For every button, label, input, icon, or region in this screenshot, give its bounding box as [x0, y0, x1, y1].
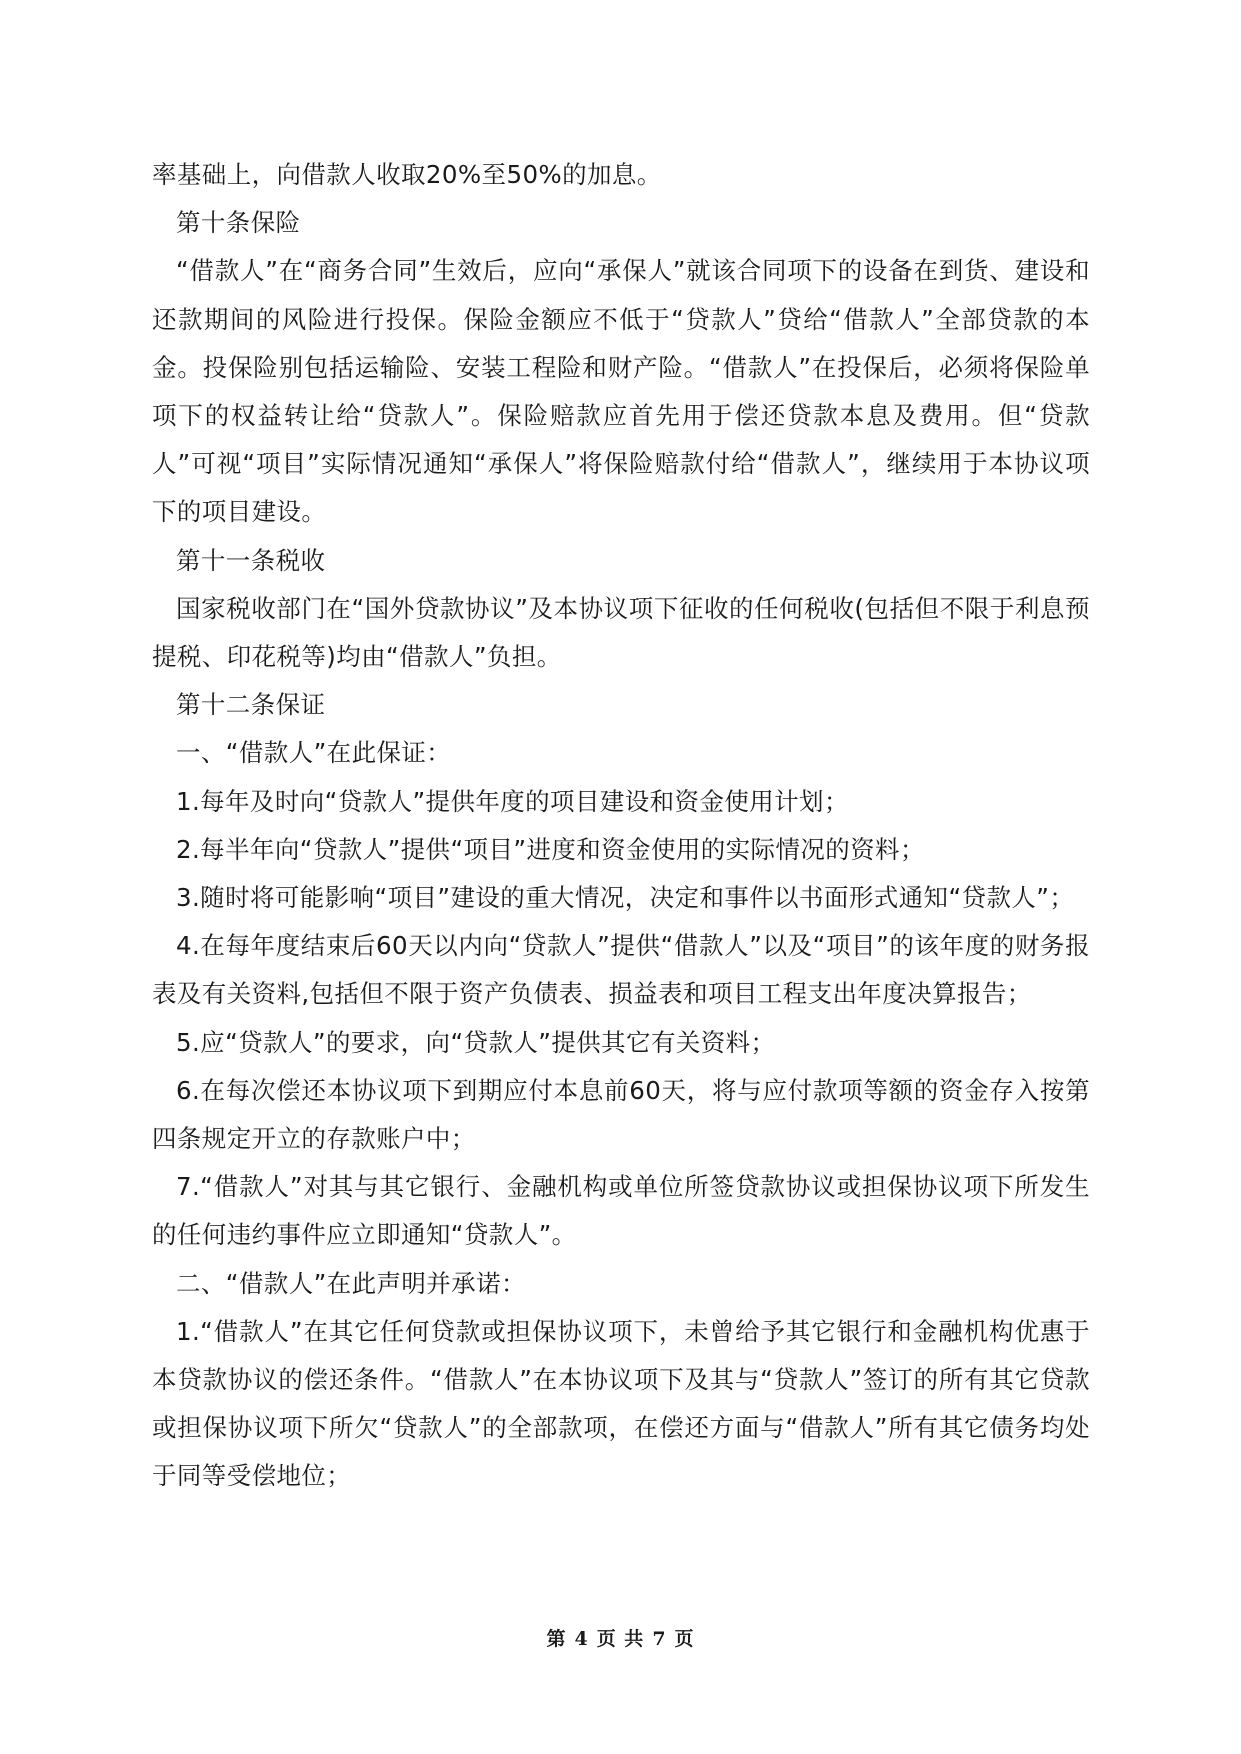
list-item: 4.在每年度结束后60天以内向“贷款人”提供“借款人”以及“项目”的该年度的财务报表及有关资料,包括但不限于资产负债表、损益表和项目工程支出年度决算报告；: [152, 931, 1090, 1009]
paragraph-insurance: “借款人”在“商务合同”生效后，应向“承保人”就该合同项下的设备在到货、建设和还款期间的风险进行投保。保险金额应不低于“贷款人”贷给“借款人”全部贷款的本金。投保险别包括运输险、安装工程险和财产险。“借款人”在投保后，必须将保险单项下的权益转让给“贷款人”。保险赔款应首先用于偿还贷款本息及费用。但“贷款人”可视“项目”实际情况通知“承保人”将保险赔款付给“借款人”，继续用于本协议项下的项目建设。: [152, 256, 1090, 527]
list-item: 5.应“贷款人”的要求，向“贷款人”提供其它有关资料；: [176, 1027, 776, 1057]
paragraph-continuation: 率基础上，向借款人收取20%至50%的加息。: [152, 160, 662, 189]
footer-middle: 页 共: [596, 1628, 645, 1650]
footer-suffix: 页: [674, 1628, 695, 1650]
document-body: [152, 151, 1090, 1501]
page-number: 4: [574, 1628, 589, 1650]
section-heading-tax: 第十一条税收: [176, 545, 326, 575]
footer-prefix: 第: [546, 1628, 567, 1650]
section-heading-guarantee: 第十二条保证: [176, 690, 326, 720]
page-total: 7: [652, 1628, 667, 1650]
list-item: 7.“借款人”对其与其它银行、金融机构或单位所签贷款协议或担保协议项下所发生的任何违约事件应立即通知“贷款人”。: [152, 1172, 1090, 1250]
list-item: 1.“借款人”在其它任何贷款或担保协议项下，未曾给予其它银行和金融机构优惠于本贷款协议的偿还条件。“借款人”在本协议项下及其与“贷款人”签订的所有其它贷款或担保协议项下所欠“贷款人”的全部款项，在偿还方面与“借款人”所有其它债务均处于同等受偿地位；: [152, 1316, 1090, 1491]
paragraph-tax: 国家税收部门在“国外贷款协议”及本协议项下征收的任何税收(包括但不限于利息预提税、印花税等)均由“借款人”负担。: [152, 593, 1090, 672]
subsection-heading-borrower-guarantees: 一、“借款人”在此保证：: [176, 738, 452, 768]
page-footer: [0, 1624, 1241, 1651]
section-heading-insurance: 第十条保险: [176, 208, 301, 238]
subsection-heading-borrower-declarations: 二、“借款人”在此声明并承诺：: [176, 1268, 526, 1298]
list-item: 2.每半年向“贷款人”提供“项目”进度和资金使用的实际情况的资料；: [176, 834, 925, 864]
list-item: 1.每年及时向“贷款人”提供年度的项目建设和资金使用计划；: [176, 786, 849, 816]
list-item: 3.随时将可能影响“项目”建设的重大情况，决定和事件以书面形式通知“贷款人”；: [176, 883, 1075, 913]
list-item: 6.在每次偿还本协议项下到期应付本息前60天，将与应付款项等额的资金存入按第四条规定开立的存款账户中；: [152, 1075, 1090, 1154]
